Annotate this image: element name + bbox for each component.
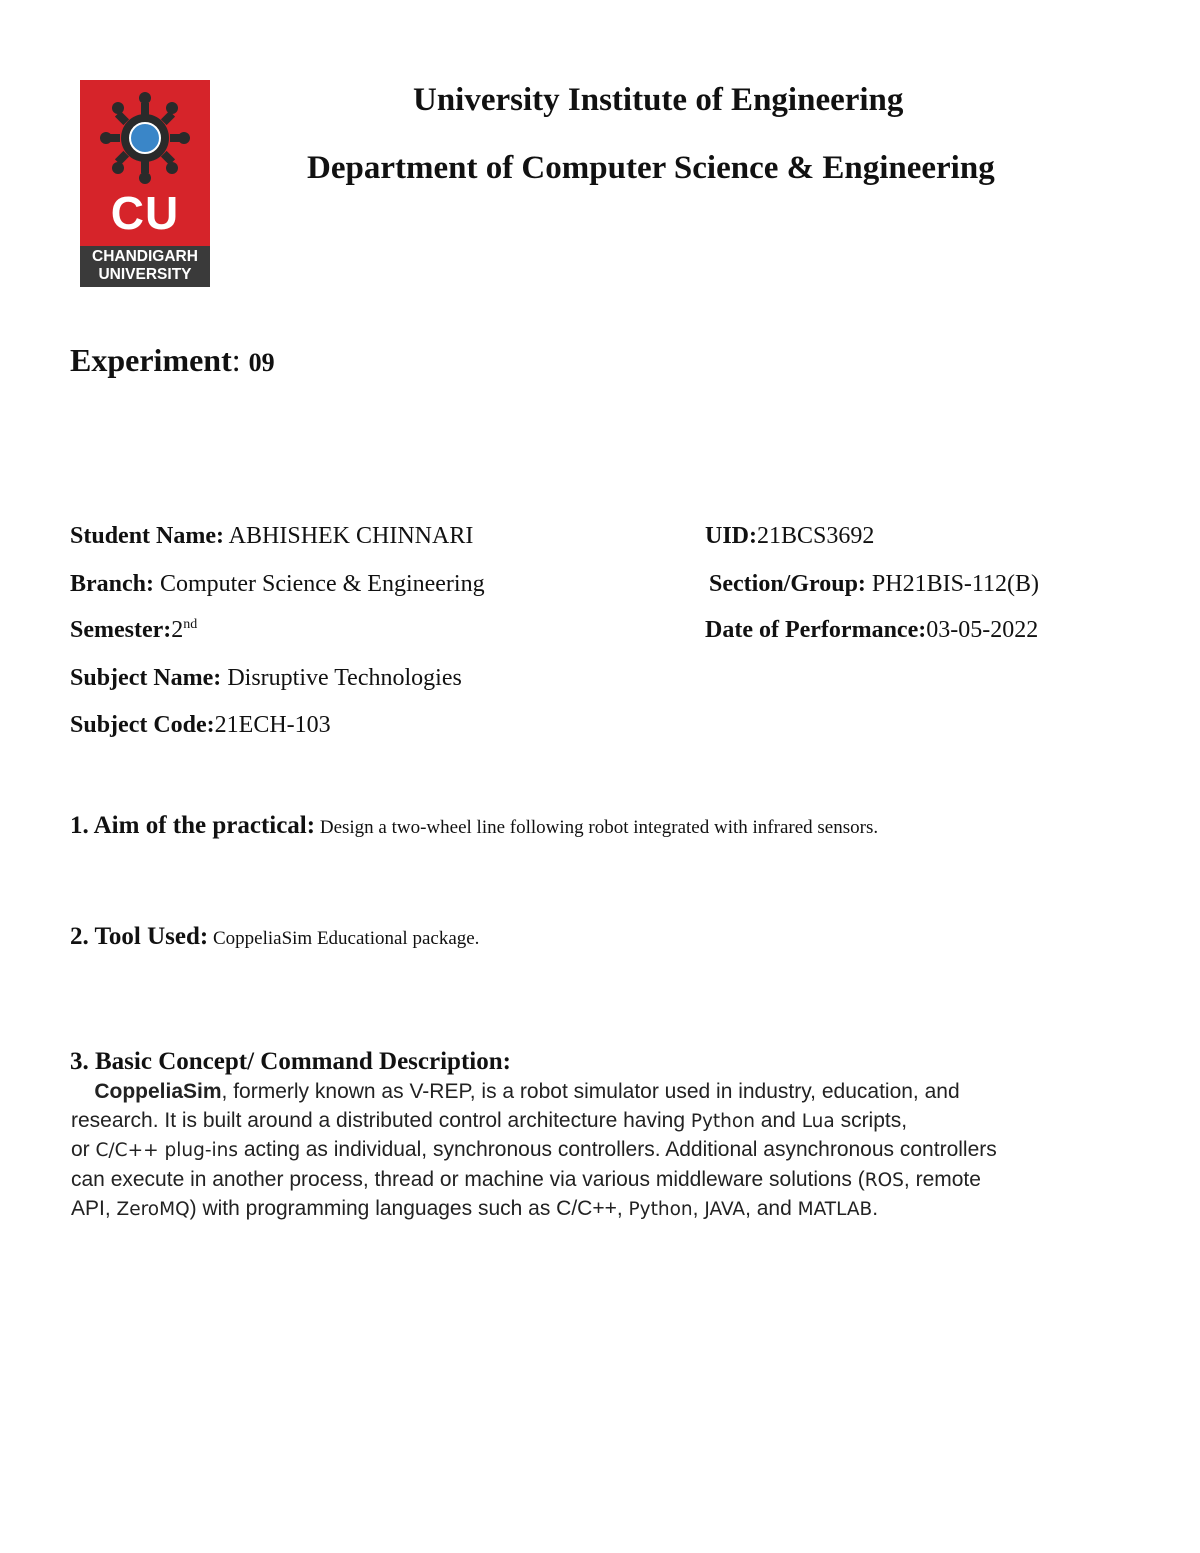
student-name-field — [70, 523, 473, 550]
logo-name-line2: UNIVERSITY — [98, 266, 192, 283]
semester-label: Semester: — [70, 617, 172, 643]
logo-people-globe-icon — [94, 88, 196, 188]
semester-field — [70, 617, 197, 644]
zeromq-term: ZeroMQ — [116, 1199, 190, 1220]
paragraph-line-5 — [71, 1195, 1131, 1225]
concept-paragraph — [71, 1078, 1131, 1225]
experiment-label: Experiment — [70, 342, 232, 378]
student-name-label: Student Name: — [70, 523, 224, 549]
subject-code-value: 21ECH-103 — [214, 712, 331, 738]
paragraph-line-2 — [71, 1107, 1131, 1137]
paragraph-text: acting as individual, synchronous controllers. Additional asynchronous controllers — [238, 1138, 997, 1161]
student-name-value: ABHISHEK CHINNARI — [224, 523, 474, 549]
uid-field — [705, 523, 874, 550]
paragraph-text: can execute in another process, thread or machine via various middleware solutions ( — [71, 1167, 865, 1191]
python-term: Python — [690, 1110, 755, 1132]
paragraph-text: , — [692, 1197, 705, 1220]
coppeliasim-term: CoppeliaSim — [94, 1080, 222, 1103]
paragraph-line-3 — [71, 1136, 1131, 1166]
aim-label: 1. Aim of the practical: — [70, 812, 316, 839]
plugins-term: C/C++ plug-ins — [95, 1140, 238, 1161]
experiment-sep: : — [231, 342, 249, 378]
paragraph-text: ) with programming languages such as C/C++, — [189, 1197, 629, 1220]
paragraph-text: . — [872, 1197, 879, 1220]
subject-code-label: Subject Code: — [70, 712, 215, 738]
subject-name-value: Disruptive Technologies — [221, 665, 462, 691]
logo-name-line1: CHANDIGARH — [92, 248, 198, 265]
university-logo — [80, 80, 210, 287]
paragraph-text: , remote — [903, 1167, 981, 1191]
ros-term: ROS — [864, 1169, 904, 1191]
matlab-term: MATLAB — [797, 1199, 873, 1220]
python-term: Python — [628, 1199, 693, 1220]
paragraph-text: research. It is built around a distributed control architecture having — [71, 1108, 691, 1132]
concept-section — [70, 1048, 511, 1076]
date-value: 03-05-2022 — [926, 617, 1039, 643]
tool-text: CoppeliaSim Educational package. — [208, 928, 480, 949]
uid-value: 21BCS3692 — [757, 523, 875, 549]
logo-cu-text: CU — [110, 187, 180, 239]
paragraph-text: API, — [71, 1197, 117, 1220]
paragraph-text: and — [754, 1108, 802, 1132]
paragraph-line-1 — [71, 1078, 1131, 1107]
experiment-heading — [70, 342, 275, 379]
paragraph-line-4 — [71, 1166, 1131, 1196]
subject-code-field — [70, 712, 331, 739]
subject-name-label: Subject Name: — [70, 665, 222, 691]
date-label: Date of Performance: — [705, 617, 927, 643]
paragraph-text: , formerly known as V-REP, is a robot simulator used in industry, education, and — [221, 1080, 960, 1103]
aim-section — [70, 812, 878, 840]
section-value: PH21BIS-112(B) — [865, 571, 1040, 597]
department-title: Department of Computer Science & Engineering — [307, 150, 995, 186]
branch-value: Computer Science & Engineering — [154, 571, 485, 597]
tool-section — [70, 923, 479, 951]
concept-label: 3. Basic Concept/ Command Description: — [70, 1048, 511, 1075]
section-label: Section/Group: — [709, 571, 866, 597]
subject-name-field — [70, 665, 462, 692]
semester-value: 2 — [171, 617, 184, 643]
uid-label: UID: — [705, 523, 757, 549]
section-field — [709, 571, 1039, 598]
tool-label: 2. Tool Used: — [70, 923, 209, 950]
semester-suffix: nd — [183, 617, 198, 632]
paragraph-text: or — [71, 1138, 96, 1161]
branch-label: Branch: — [70, 571, 154, 597]
experiment-number: 09 — [248, 348, 275, 377]
paragraph-text: , and — [745, 1197, 798, 1220]
institute-title: University Institute of Engineering — [413, 82, 904, 118]
paragraph-text: scripts, — [834, 1108, 908, 1132]
logo-university-name — [80, 248, 210, 284]
java-term: JAVA — [704, 1199, 746, 1220]
aim-text: Design a two-wheel line following robot integrated with infrared sensors. — [315, 817, 879, 838]
lua-term: Lua — [801, 1110, 835, 1132]
date-field — [705, 617, 1038, 644]
branch-field — [70, 571, 485, 598]
